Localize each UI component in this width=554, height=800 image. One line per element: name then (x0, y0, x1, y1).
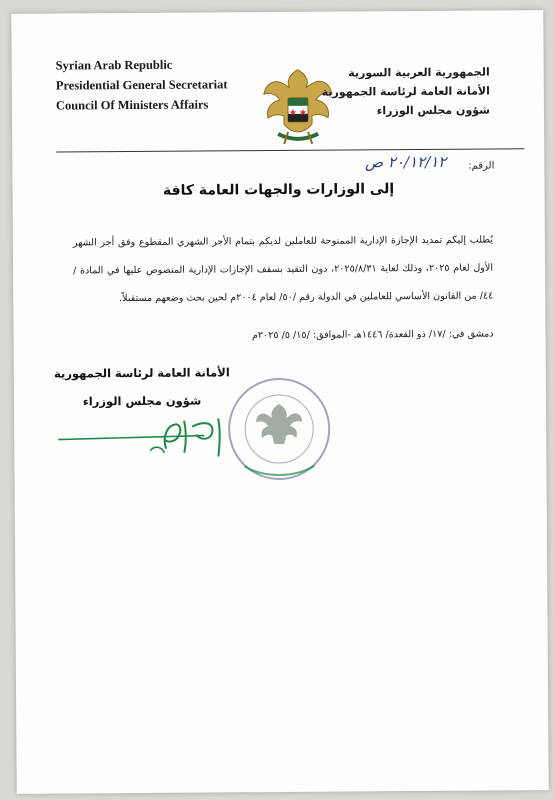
header-arabic (321, 63, 490, 121)
header-ar-line-2: الأمانة العامة لرئاسة الجمهورية (321, 84, 490, 99)
header-en-line-3: Council Of Ministers Affairs (55, 97, 209, 113)
header-divider (56, 148, 524, 152)
signature-dept: شؤون مجلس الوزراء (82, 393, 202, 409)
signature-block (54, 358, 230, 415)
header-en-line-1: Syrian Arab Republic (55, 57, 173, 73)
handwritten-signature (54, 408, 274, 470)
reference-number: ٢٠/١٢/١٢ ص (364, 152, 447, 172)
reference-label: الرقم: (468, 160, 495, 172)
addressee-heading: إلى الوزارات والجهات العامة كافة (162, 181, 395, 199)
date-line: دمشق في: /١٧/ ذو القعدة/ ١٤٤٦هـ -الموافق: /١٥/ ٥/ ٢٠٢٥م (251, 328, 494, 342)
signature-org: الأمانة العامة لرئاسة الجمهورية (53, 365, 230, 381)
body-paragraph: يُطلب إليكم تمديد الإجازة الإدارية الممنوحة للعاملين لديكم بتمام الأجر الشهري المقطوع وفق أجر الشهر الأول لعام ٢٠٢٥، وذلك لغاية ٢٠٢٥/٨/٣١، دون التقيد بسقف الإجازات الإدارية المنصوص عليها في المادة /٤٤/ من القانون الأساسي للعاملين في الدولة رقم /٥٠/ لعام ٢٠٠٤م لحين بحث وضعهم مستقبلاً. (72, 234, 494, 305)
header-ar-line-1: الجمهورية العربية السورية (348, 65, 490, 80)
header-english (56, 54, 228, 115)
header-ar-line-3: شؤون مجلس الوزراء (376, 103, 491, 118)
header-en-line-2: Presidential General Secretariat (55, 77, 228, 93)
document-page (11, 10, 548, 794)
